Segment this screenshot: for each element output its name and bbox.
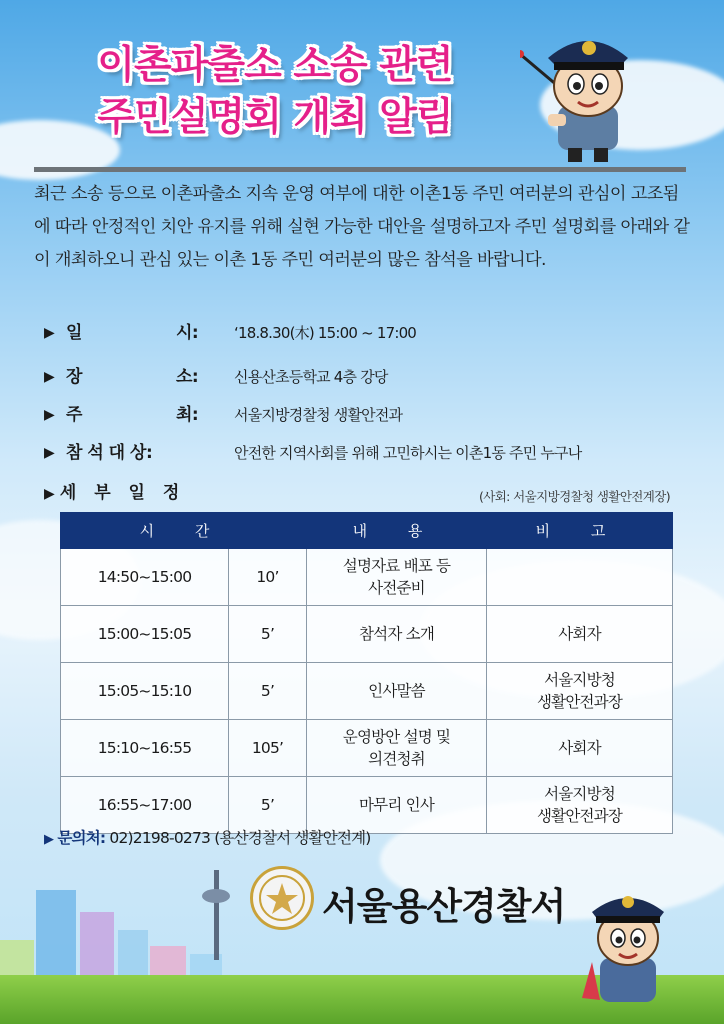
cell-time: 14:50~15:00	[61, 549, 229, 606]
info-row-host: ▶ 주 최: 서울지방경찰청 생활안전과	[44, 400, 684, 430]
bullet-icon: ▶	[44, 445, 55, 461]
contact-line	[44, 826, 371, 848]
police-mascot-icon	[520, 14, 660, 164]
cell-content: 설명자료 배포 등 사전준비	[307, 549, 487, 606]
bullet-icon: ▶	[44, 832, 54, 847]
cell-content: 인사말씀	[307, 663, 487, 720]
cell-duration: 105’	[229, 720, 307, 777]
cell-content: 참석자 소개	[307, 606, 487, 663]
cell-content: 운영방안 설명 및 의견청취	[307, 720, 487, 777]
divider	[34, 167, 686, 172]
header-time: 시 간	[61, 513, 307, 549]
title-line-2: 주민설명회 개최 알림	[97, 95, 453, 140]
table-row	[61, 777, 673, 834]
info-value: 신용산초등학교 4층 강당	[234, 368, 388, 386]
info-row-place: ▶ 장 소: 신용산초등학교 4층 강당	[44, 362, 684, 392]
cell-remark	[487, 549, 673, 606]
table-header-row	[61, 513, 673, 549]
cell-duration: 10’	[229, 549, 307, 606]
contact-label: 문의처:	[57, 829, 106, 847]
table-row	[61, 549, 673, 606]
cell-time: 15:10~16:55	[61, 720, 229, 777]
table-row	[61, 720, 673, 777]
bullet-icon: ▶	[44, 486, 55, 502]
cell-time: 15:00~15:05	[61, 606, 229, 663]
cell-remark: 사회자	[487, 606, 673, 663]
cell-remark: 서울지방청 생활안전과장	[487, 663, 673, 720]
tower-icon	[202, 870, 230, 960]
schedule-heading	[44, 478, 684, 508]
cell-content: 마무리 인사	[307, 777, 487, 834]
cell-remark: 서울지방청 생활안전과장	[487, 777, 673, 834]
header-content: 내 용	[307, 513, 487, 549]
table-row	[61, 606, 673, 663]
info-value: ‘18.8.30(木) 15:00 ~ 17:00	[234, 324, 417, 342]
info-row-date: ▶ 일 시: ‘18.8.30(木) 15:00 ~ 17:00	[44, 318, 684, 348]
bullet-icon: ▶	[44, 369, 55, 385]
header-remark: 비 고	[487, 513, 673, 549]
bullet-icon: ▶	[44, 325, 55, 341]
station-name: 서울용산경찰서	[322, 885, 566, 928]
police-mascot-icon	[572, 880, 682, 1010]
table-row	[61, 663, 673, 720]
bullet-icon: ▶	[44, 407, 55, 423]
info-row-attendees: ▶ 참 석 대 상: 안전한 지역사회를 위해 고민하시는 이촌1동 주민 누구나	[44, 438, 684, 468]
police-emblem-icon	[250, 866, 314, 930]
cell-duration: 5’	[229, 606, 307, 663]
poster-title	[40, 40, 510, 144]
title-line-1: 이촌파출소 소송 관련	[97, 43, 453, 88]
city-buildings-icon	[0, 860, 260, 990]
cell-duration: 5’	[229, 777, 307, 834]
info-value: 서울지방경찰청 생활안전과	[234, 406, 403, 424]
schedule-table	[60, 512, 673, 834]
cell-time: 16:55~17:00	[61, 777, 229, 834]
cell-remark: 사회자	[487, 720, 673, 777]
cell-time: 15:05~15:10	[61, 663, 229, 720]
schedule-label: 세 부 일 정	[59, 483, 186, 503]
info-value: 안전한 지역사회를 위해 고민하시는 이촌1동 주민 누구나	[234, 444, 582, 462]
schedule-note: (사회: 서울지방경찰청 생활안전계장)	[478, 489, 670, 504]
contact-value: 02)2198-0273 (용산경찰서 생활안전계)	[109, 829, 371, 847]
intro-paragraph: 최근 소송 등으로 이촌파출소 지속 운영 여부에 대한 이촌1동 주민 여러분의 관심이 고조됨에 따라 안정적인 치안 유지를 위해 실현 가능한 대안을 설명하고자 주민 설명회를 아래와 같이 개최하오니 관심 있는 이촌 1동 주민 여러분의 많은 참석을 바랍니다.	[34, 184, 690, 270]
cell-duration: 5’	[229, 663, 307, 720]
